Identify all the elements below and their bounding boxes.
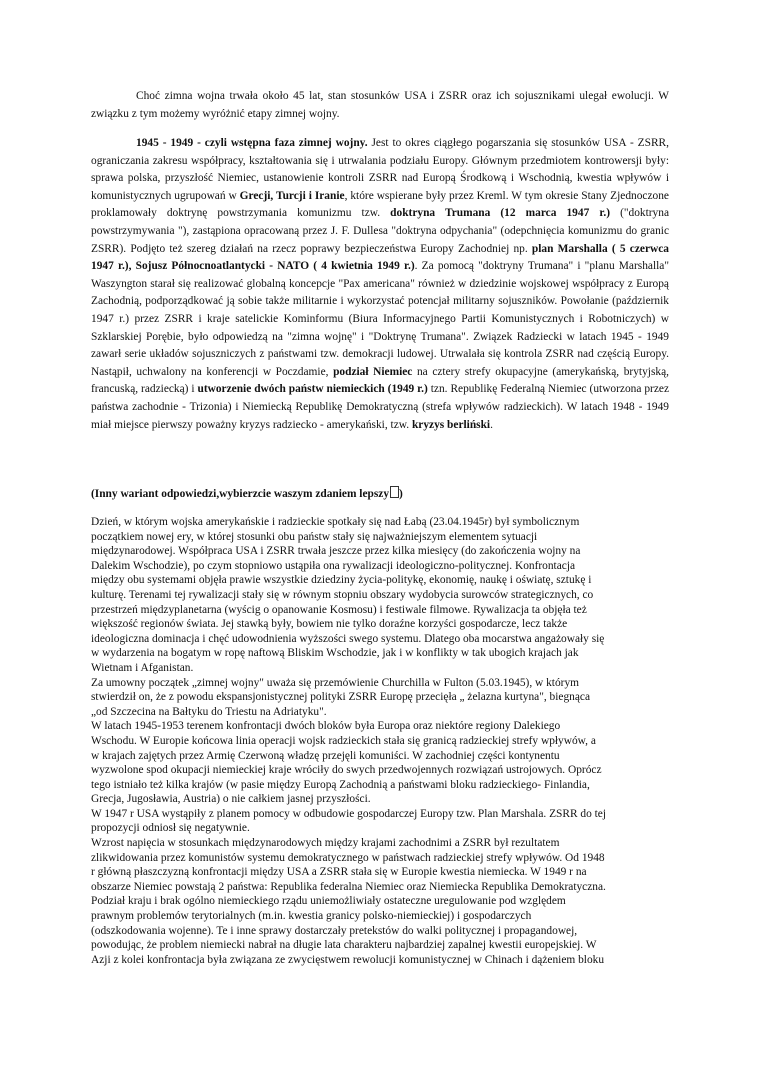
- alt-line: zlikwidowania przez komunistów systemu demokratycznego w państwach radzieckiej strefy wpływów. Od 1948: [91, 851, 605, 864]
- phase-bold-division: podział Niemiec: [333, 365, 413, 378]
- alt-line: W 1947 r USA wystąpiły z planem pomocy w odbudowie gospodarczej Europy tzw. Plan Marshala. ZSRR do tej: [91, 807, 607, 820]
- missing-glyph-icon: [390, 486, 399, 498]
- alt-line: Dalekim Wschodzie), po czym stopniowo ustąpiła ona rywalizacji ideologiczno-politycznej. Konfrontacja: [91, 559, 576, 572]
- alt-line: Grecja, Jugosławia, Austria) o nie całkiem jasnej przyszłości.: [91, 793, 371, 806]
- alt-line: kulturę. Terenami tej rywalizacji stały się w równym stopniu obszary wydobycia surowców strategicznych, co: [91, 588, 594, 601]
- alt-line: powodując, że problem niemiecki nabrał na długie lata charakteru najbardziej zapalnej kwestii europejskiej. W: [91, 939, 597, 952]
- alt-line: Wschodu. W Europie końcowa linia operacji wojsk radzieckich stała się granicą radzieckiej strefy wpływów, a: [91, 734, 596, 747]
- alt-line: „od Szczecina na Bałtyku do Triestu na Adriatyku".: [91, 705, 327, 718]
- alt-line: początkiem nowej ery, w której stosunki obu państw stały się najważniejszym elementem sytuacji: [91, 530, 538, 543]
- alt-line: Podział kraju i brak ogólno niemieckiego rządu uniemożliwiały ostateczne uregulowanie pod względem: [91, 895, 566, 908]
- phase-bold-truman: doktryna Trumana (12 marca 1947 r.): [390, 207, 610, 220]
- phase-bold-two-states: utworzenie dwóch państw niemieckich (1949 r.): [197, 383, 428, 396]
- alt-line: ideologiczna dominacja i chęć udowodnienia wyższości swego systemu. Dlatego oba mocarstwa angażowały się: [91, 632, 605, 645]
- alt-line: przestrzeń międzyplanetarna (wyścig o opanowanie Kosmosu) i festiwale filmowe. Rywalizacja ta objęła też: [91, 603, 587, 616]
- alt-line: w wydarzenia na bogatym w ropę naftową Bliskim Wschodzie, jak i w konflikty w tak ubogich krajach jak: [91, 647, 579, 660]
- alt-line: W latach 1945-1953 terenem konfrontacji dwóch bloków była Europa oraz niektóre regiony Dalekiego: [91, 720, 561, 733]
- intro-paragraph: [91, 88, 669, 123]
- alt-line: Dzień, w którym wojska amerykańskie i radzieckie spotkały się nad Łabą (23.04.1945r) był symbolicznym: [91, 516, 580, 528]
- phase-title: 1945 - 1949 - czyli wstępna faza zimnej wojny.: [136, 137, 368, 149]
- phase-text-2: , które wspierane były przez Kreml. W tym okresie Stany Zjednoczone proklamowały doktrynę powstrzymania komunizmu tzw.: [91, 189, 669, 220]
- phase-text-1: Jest to okres ciągłego pogarszania się stosunków USA - ZSRR, ograniczania zakresu współpracy, kształtowania się i utrwalania podziału Europy. Głównym przedmiotem kontrowersji były: sprawa polska, przyszłość Niemiec, ustanowienie kontroli ZSRR nad Europą Środkową i Wschodnią, kwestia wpływów i komunistycznych ugrupowań w: [91, 137, 669, 202]
- alt-line: Azji z kolei konfrontacja była związana ze zwycięstwem rewolucji komunistycznej w Chinach i dążeniem bloku: [91, 953, 605, 966]
- alt-line: prawnym problemów terytorialnych (m.in. kwestia granicy polsko-niemieckiej) i gospodarczych: [91, 910, 532, 923]
- alt-line: propozycji odniosł się negatywnie.: [91, 822, 250, 835]
- phase-bold-berlin-crisis: kryzys berliński: [411, 418, 491, 431]
- phase-text-4: . Za pomocą "doktryny Trumana" i "planu Marshalla" Waszyngton starał się realizować globalną koncepcje "Pax americana" również w dziedzinie wojskowej współpracy z Europą Zachodnią, podporządkować ją sobie także militarnie i wykorzystać potencjał militarny sojuszników. Powołanie (październik 1947 r.) przez ZSRR i kraje satelickie Kominformu (Biura Informacyjnego Partii Komunistycznych i Robotniczych) w Szklarskiej Porębie, było odpowiedzą na "zimna wojnę" i "Doktrynę Trumana". Związek Radziecki w latach 1945 - 1949 zawarł serie układów sojuszniczych z państwami tzw. demokracji ludowej. Utrwalała się kontrola ZSRR nad częścią Europy. Nastąpił, uchwalony na konferencji w Poczdamie,: [91, 260, 670, 378]
- alt-line: w krajach zajętych przez Armię Czerwoną władzę przejęli komuniści. W zachodniej części kontynentu: [91, 749, 560, 762]
- alt-heading-text: (Inny wariant odpowiedzi,wybierzcie waszym zdaniem lepszy: [91, 488, 390, 500]
- alt-line: tego istniało też kilka krajów (w pasie między Europą Zachodnią a państwami bloku radzieckiego- Finlandia,: [91, 778, 590, 791]
- phase-text-3: ("doktryna powstrzymywania "), zastąpiona opracowaną przez J. F. Dullesa "doktryna odpychania" (odepchnięcia komunizmu do granic ZSRR). Podjęto też szereg działań na rzecz poprawy bezpieczeństwa Europy Zachodniej np.: [91, 207, 669, 255]
- alt-line: stwierdził on, że z powodu ekspansjonistycznej polityki ZSRR Europę przecięła „ żelazna kurtyna", biegnąca: [91, 691, 591, 704]
- intro-text: Choć zimna wojna trwała około 45 lat, stan stosunków USA i ZSRR oraz ich sojusznikami ulegał ewolucji. W związku z tym możemy wyróżnić etapy zimnej wojny.: [91, 90, 669, 120]
- phase-bold-marshall-nato: plan Marshalla ( 5 czerwca 1947 r.), Sojusz Północnoatlantycki - NATO ( 4 kwietnia 1949 r.): [91, 242, 669, 273]
- alt-heading-end: ): [399, 488, 403, 500]
- alt-heading: [91, 486, 669, 504]
- phase-paragraph: [91, 135, 669, 434]
- phase-bold-countries: Grecji, Turcji i Iranie: [239, 189, 345, 202]
- phase-text-7: .: [490, 418, 493, 431]
- alt-line: r główną płaszczyzną konfrontacji między USA a ZSRR stała się w Europie kwestia niemiecka. W 1949 r na: [91, 866, 587, 879]
- alt-line: większość regionów świata. Jej stawką były, bowiem nie tylko doraźne korzyści gospodarcze, lecz także: [91, 618, 568, 631]
- alt-answer-text: [91, 515, 671, 967]
- phase-text-5: na cztery strefy okupacyjne (amerykańską, brytyjską, francuską, radziecką) i: [91, 365, 669, 396]
- phase-text-6: tzn. Republikę Federalną Niemiec (utworzona przez państwa zachodnie - Trizonia) i Niemiecką Republikę Demokratyczną (strefa wpływów radzieckich). W latach 1948 - 1949 miał miejsce pierwszy poważny kryzys radziecko - amerykański, tzw.: [91, 383, 669, 431]
- alt-line: Wzrost napięcia w stosunkach międzynarodowych między krajami zachodnimi a ZSRR był rezultatem: [91, 837, 560, 850]
- alt-line: międzynarodowej. Współpraca USA i ZSRR trwała jeszcze przez kilka miesięcy (do zakończenia wojny na: [91, 545, 581, 558]
- alt-line: między obu systemami objęła prawie wszystkie dziedziny życia-politykę, ekonomię, naukę i oświatę, sztukę i: [91, 574, 592, 587]
- alt-line: Za umowny początek „zimnej wojny" uważa się przemówienie Churchilla w Fulton (5.03.1945), w którym: [91, 676, 579, 689]
- alt-line: obszarze Niemiec powstają 2 państwa: Republika federalna Niemiec oraz Niemiecka Republika Demokratyczna.: [91, 880, 606, 893]
- alt-line: (odszkodowania wojenne). Te i inne sprawy dostarczały pretekstów do walki politycznej i propagandowej,: [91, 924, 578, 937]
- alt-line: wyzwolone spod okupacji niemieckiej kraje wróciły do swych przedwojennych rozwiązań ustrojowych. Oprócz: [91, 764, 602, 777]
- alt-line: Wietnam i Afganistan.: [91, 661, 194, 674]
